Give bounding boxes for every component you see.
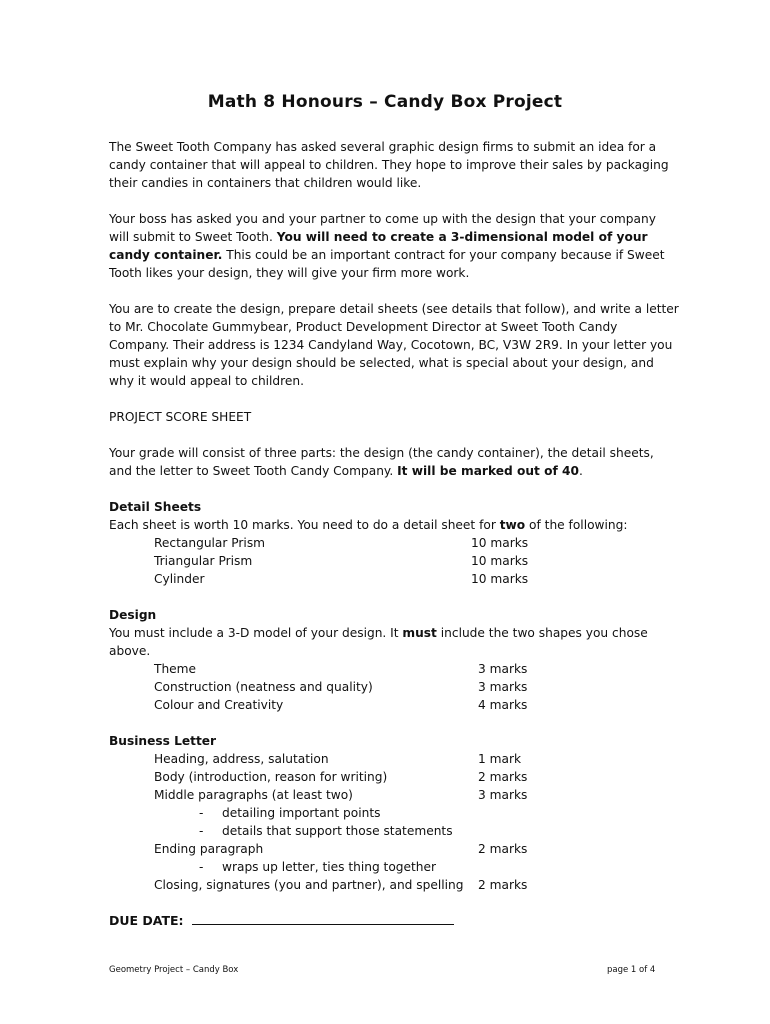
intro-paragraph-1: The Sweet Tooth Company has asked several graphic design firms to submit an idea for a candy container that will appeal to children. They hope to improve their sales by packaging their candies in containers that children would like.: [109, 140, 669, 190]
score-text-bold: It will be marked out of 40: [397, 464, 579, 478]
letter-sub-text: details that support those statements: [222, 824, 453, 838]
score-sheet-heading: PROJECT SCORE SHEET: [109, 410, 252, 424]
letter-item-marks: 1 mark: [478, 752, 522, 766]
page-title: Math 8 Honours – Candy Box Project: [207, 92, 563, 112]
detail-item-marks: 10 marks: [471, 536, 529, 550]
footer-page-number: page 1 of 4: [607, 965, 656, 975]
design-item-marks: 4 marks: [478, 698, 528, 712]
intro-p2-end: This could be an important contract for your company because if Sweet Tooth likes your design, they will give your firm more work.: [109, 248, 665, 280]
letter-sub-text: wraps up letter, ties thing together: [222, 860, 437, 874]
intro-paragraph-3: You are to create the design, prepare detail sheets (see details that follow), and write a letter to Mr. Chocolate Gummybear, Product Development Director at Sweet Tooth Candy Company. Their address is 1234 Candyland Way, Cocotown, BC, V3W 2R9. In your letter you must explain why your design should be selected, what is special about your design, and why it would appeal to children.: [109, 302, 679, 388]
score-text-start: Your grade will consist of three parts: the design (the candy container), the detail sheets, and the letter to Sweet Tooth Candy Company.: [109, 446, 654, 478]
letter-sub-text: detailing important points: [222, 806, 381, 820]
due-date-label: DUE DATE:: [109, 913, 184, 928]
detail-desc-bold: two: [499, 518, 526, 532]
letter-item-row: [109, 840, 679, 858]
letter-sub-item: [109, 858, 679, 876]
detail-item-marks: 10 marks: [471, 554, 529, 568]
letter-item-name: Middle paragraphs (at least two): [154, 788, 353, 802]
bullet-dash: -: [199, 824, 204, 838]
due-date-blank-line: [192, 912, 454, 925]
business-letter-heading: Business Letter: [109, 734, 217, 748]
due-date: [109, 912, 454, 928]
intro-p2-bold: You will need to create a 3-dimensional model of your candy container.: [109, 230, 648, 262]
intro-p2-start: Your boss has asked you and your partner to come up with the design that your company will submit to Sweet Tooth.: [109, 212, 656, 244]
detail-item-name: Rectangular Prism: [154, 536, 266, 550]
design-item-row: [109, 696, 679, 714]
design-heading: Design: [109, 608, 157, 622]
letter-item-name: Ending paragraph: [154, 842, 264, 856]
document-body: [109, 138, 679, 894]
detail-desc-end: of the following:: [525, 518, 628, 532]
detail-item-row: [109, 552, 679, 570]
design-desc-end: include the two shapes you chose above.: [109, 626, 648, 658]
bullet-dash: -: [199, 806, 204, 820]
design-item-name: Theme: [154, 662, 197, 676]
design-desc-bold: must: [402, 626, 437, 640]
letter-item-row: [109, 786, 679, 804]
letter-item-row: [109, 876, 679, 894]
detail-sheets-heading: Detail Sheets: [109, 500, 202, 514]
letter-item-name: Closing, signatures (you and partner), and spelling: [154, 878, 464, 892]
footer-left: Geometry Project – Candy Box: [109, 965, 239, 975]
detail-item-marks: 10 marks: [471, 572, 529, 586]
letter-item-name: Body (introduction, reason for writing): [154, 770, 388, 784]
detail-item-name: Triangular Prism: [154, 554, 253, 568]
detail-item-name: Cylinder: [154, 572, 205, 586]
detail-item-row: [109, 534, 679, 552]
design-item-row: [109, 678, 679, 696]
detail-item-row: [109, 570, 679, 588]
intro-paragraph-2: [109, 210, 679, 282]
design-desc-start: You must include a 3-D model of your design. It: [109, 626, 403, 640]
letter-item-marks: 2 marks: [478, 770, 528, 784]
letter-item-marks: 2 marks: [478, 878, 528, 892]
bullet-dash: -: [199, 860, 204, 874]
score-sheet-text: [109, 444, 679, 480]
design-item-row: [109, 660, 679, 678]
letter-item-name: Heading, address, salutation: [154, 752, 329, 766]
design-desc: [109, 624, 679, 660]
detail-sheets-desc: [109, 516, 679, 534]
detail-desc-start: Each sheet is worth 10 marks. You need to do a detail sheet for: [109, 518, 500, 532]
letter-sub-item: [109, 822, 679, 840]
design-item-name: Construction (neatness and quality): [154, 680, 373, 694]
letter-item-marks: 2 marks: [478, 842, 528, 856]
letter-sub-item: [109, 804, 679, 822]
design-item-marks: 3 marks: [478, 662, 528, 676]
letter-item-row: [109, 750, 679, 768]
letter-item-row: [109, 768, 679, 786]
letter-item-marks: 3 marks: [478, 788, 528, 802]
design-item-marks: 3 marks: [478, 680, 528, 694]
score-text-end: .: [578, 464, 583, 478]
design-item-name: Colour and Creativity: [154, 698, 284, 712]
